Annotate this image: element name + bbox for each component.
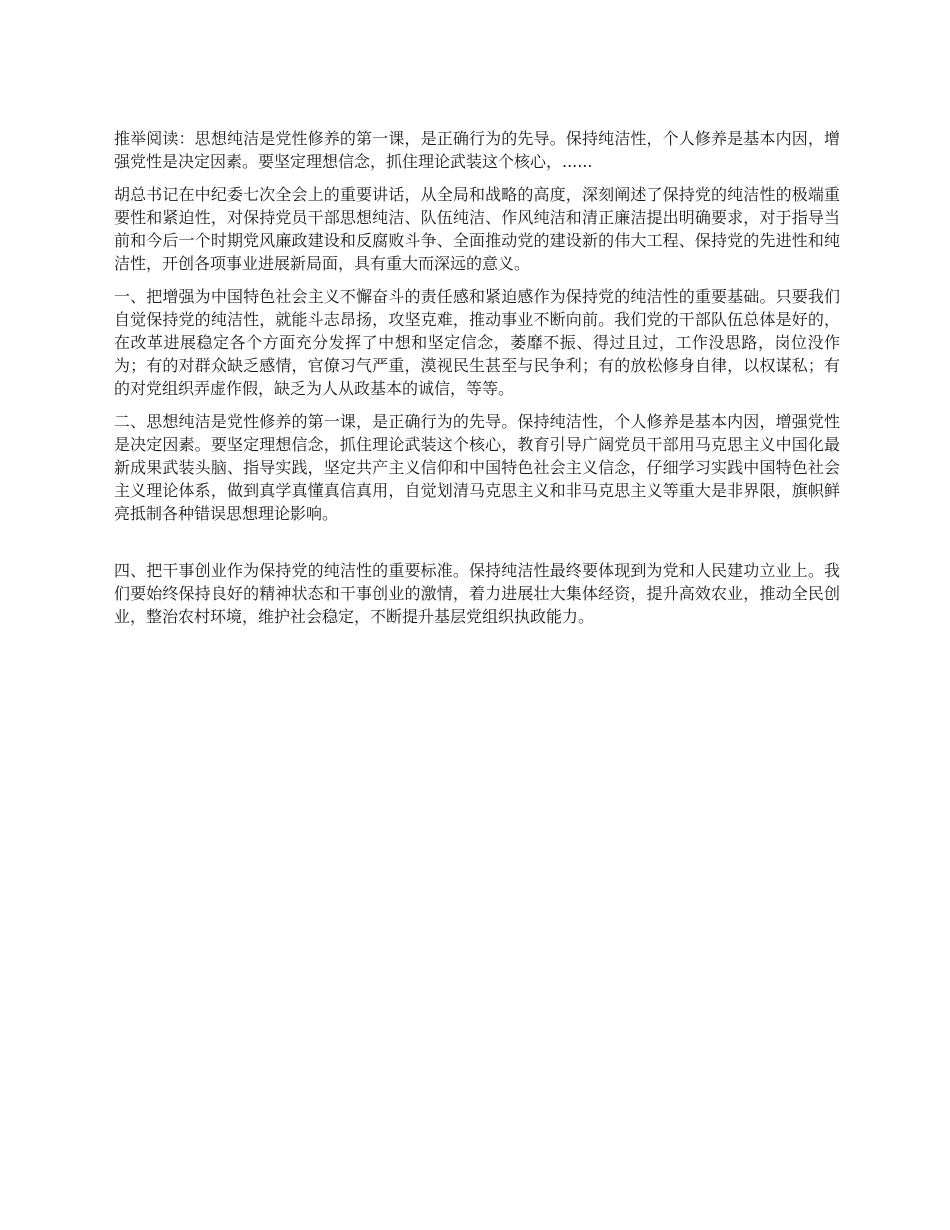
document-body [114, 127, 840, 638]
intro-paragraph: 胡总书记在中纪委七次全会上的重要讲话，从全局和战略的高度，深刻阐述了保持党的纯洁性的极端重要性和紧迫性，对保持党员干部思想纯洁、队伍纯洁、作风纯洁和清正廉洁提出明确要求，对于指导当前和今后一个时期党风廉政建设和反腐败斗争、全面推动党的建设新的伟大工程、保持党的先进性和纯洁性，开创各项事业进展新局面，具有重大而深远的意义。 [114, 185, 840, 273]
section-two-paragraph: 二、思想纯洁是党性修养的第一课，是正确行为的先导。保持纯洁性，个人修养是基本内因，增强党性是决定因素。要坚定理想信念，抓住理论武装这个核心，教育引导广阔党员干部用马克思主义中国化最新成果武装头脑、指导实践，坚定共产主义信仰和中国特色社会主义信念，仔细学习实践中国特色社会主义理论体系，做到真学真懂真信真用，自觉划清马克思主义和非马克思主义等重大是非界限，旗帜鲜亮抵制各种错误思想理论影响。 [114, 412, 840, 523]
section-one-paragraph: 一、把增强为中国特色社会主义不懈奋斗的责任感和紧迫感作为保持党的纯洁性的重要基础。只要我们自觉保持党的纯洁性，就能斗志昂扬，攻坚克难，推动事业不断向前。我们党的干部队伍总体是好的，在改革进展稳定各个方面充分发挥了中想和坚定信念，萎靡不振、得过且过，工作没思路，岗位没作为；有的对群众缺乏感情，官僚习气严重，漠视民生甚至与民争利；有的放松修身自律，以权谋私；有的对党组织弄虚作假，缺乏为人从政基本的诚信，等等。 [114, 287, 840, 398]
section-four-paragraph: 四、把干事创业作为保持党的纯洁性的重要标准。保持纯洁性最终要体现到为党和人民建功立业上。我们要始终保持良好的精神状态和干事创业的激情，着力进展壮大集体经资，提升高效农业，推动全民创业，整治农村环境，维护社会稳定，不断提升基层党组织执政能力。 [114, 561, 840, 626]
recommended-reading-paragraph: 推举阅读：思想纯洁是党性修养的第一课，是正确行为的先导。保持纯洁性，个人修养是基本内因，增强党性是决定因素。要坚定理想信念，抓住理论武装这个核心，...... [114, 129, 840, 171]
